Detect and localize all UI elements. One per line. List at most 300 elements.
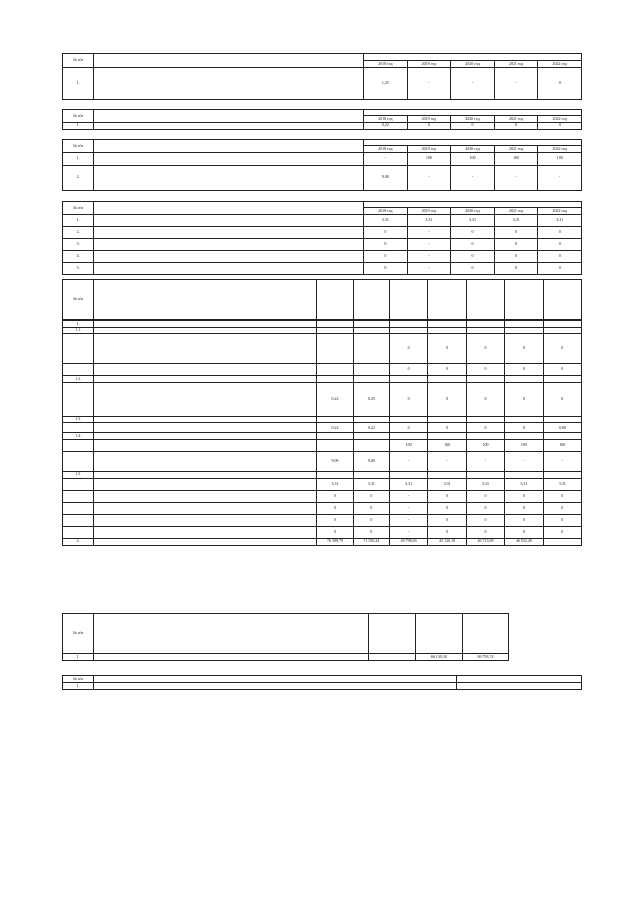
row-value: 9,00 (317, 451, 353, 471)
row-value: 45 126,10 (428, 538, 466, 545)
row-value: 0 (451, 226, 495, 238)
row-value: 0 (428, 334, 466, 364)
indicator-block-3-title (62, 130, 582, 139)
row-name (94, 214, 364, 226)
row-value: 0 (505, 382, 543, 416)
row-planned: 66 130,30 (415, 654, 462, 661)
row-value (505, 416, 543, 423)
row-value: 100 (494, 152, 538, 165)
row-name (94, 451, 317, 471)
row-value (505, 376, 543, 383)
col-year: 2019 год (407, 61, 451, 68)
row-value (389, 471, 427, 478)
row-num: 5. (63, 262, 94, 274)
indicator-table-4 (62, 201, 582, 275)
row-value (543, 376, 581, 383)
row-value: - (428, 451, 466, 471)
row-value: 0 (364, 262, 408, 274)
row-value: 0 (317, 526, 353, 538)
row-value: - (389, 502, 427, 514)
row-value: - (407, 67, 451, 99)
indicator-block-1-title (62, 44, 582, 53)
col-num: № п/п (63, 110, 94, 123)
row-value (389, 376, 427, 383)
table-row (63, 327, 582, 334)
row-name (94, 238, 364, 250)
row-value: - (505, 451, 543, 471)
row-num: 4. (63, 250, 94, 262)
col-year: 2021 год (494, 146, 538, 153)
table-row (63, 214, 582, 226)
row-num: 1. (63, 683, 94, 690)
row-name (94, 327, 317, 334)
col-year: 2022 год (538, 61, 582, 68)
row-value (428, 433, 466, 440)
row-num (63, 502, 94, 514)
col-period (364, 54, 582, 61)
row-value: 0 (353, 514, 389, 526)
row-num (63, 526, 94, 538)
row-value: 3,31 (543, 478, 581, 490)
row-value: 0 (428, 514, 466, 526)
row-num: 1.3. (63, 416, 94, 423)
row-value: 100 (505, 439, 543, 451)
row-value: 0 (466, 364, 504, 376)
blank-cell (509, 614, 582, 654)
row-name (94, 250, 364, 262)
section-10 (62, 604, 582, 661)
row-value (353, 439, 389, 451)
section-10-table (62, 613, 582, 661)
row-value: 0 (543, 514, 581, 526)
row-num: 1.5. (63, 471, 94, 478)
row-value: 3,31 (389, 478, 427, 490)
row-value (317, 433, 353, 440)
row-value: 0 (505, 423, 543, 433)
row-value: 0 (538, 250, 582, 262)
row-value (353, 327, 389, 334)
row-num: 1. (63, 67, 94, 99)
row-num: 2. (63, 165, 94, 190)
col-num: № п/п (63, 140, 94, 153)
col-c2 (353, 280, 389, 320)
row-value (317, 416, 353, 423)
row-value: - (538, 165, 582, 190)
row-num: 1. (63, 122, 94, 129)
row-value: 1,25 (364, 67, 408, 99)
col-c3 (389, 280, 427, 320)
table-row (63, 683, 582, 690)
row-value: 3,31 (407, 214, 451, 226)
row-value (428, 416, 466, 423)
row-value (466, 321, 504, 328)
col-num: № п/п (63, 676, 94, 683)
row-value (317, 439, 353, 451)
row-value: 3,31 (538, 214, 582, 226)
row-value: 0 (364, 238, 408, 250)
row-value: 0 (389, 382, 427, 416)
row-value: 0,22 (317, 423, 353, 433)
row-value: 0 (317, 502, 353, 514)
row-num (63, 439, 94, 451)
col-year: 2020 год (451, 61, 495, 68)
col-year: 2018 год (364, 61, 408, 68)
row-value: 0 (466, 382, 504, 416)
section-9 (62, 270, 582, 546)
table-row (63, 416, 582, 423)
row-name (94, 321, 317, 328)
row-value (353, 321, 389, 328)
row-value: 76 588,79 (317, 538, 353, 545)
row-value: 0 (389, 364, 427, 376)
row-value: 0 (317, 514, 353, 526)
row-value: 3,31 (364, 214, 408, 226)
row-value: 9,00 (353, 451, 389, 471)
col-c1 (317, 280, 353, 320)
row-name (94, 683, 457, 690)
row-value (543, 538, 581, 545)
table-row (63, 471, 582, 478)
row-value (317, 321, 353, 328)
row-num (63, 382, 94, 416)
col-name (94, 110, 364, 123)
row-value: - (389, 514, 427, 526)
row-value (505, 433, 543, 440)
row-value: 71 550,24 (353, 538, 389, 545)
row-value: 3,31 (451, 214, 495, 226)
row-value: 0,22 (364, 122, 408, 129)
row-value: 0 (451, 122, 495, 129)
row-value: 0 (451, 262, 495, 274)
row-value (317, 334, 353, 364)
row-value: 0 (538, 226, 582, 238)
row-name (94, 416, 317, 423)
row-value (428, 376, 466, 383)
col-num: № п/п (63, 614, 94, 654)
row-name (94, 334, 317, 364)
row-value: 0 (428, 526, 466, 538)
col-unit (369, 614, 416, 654)
col-year: 2019 год (407, 208, 451, 215)
row-value (317, 471, 353, 478)
col-period (457, 676, 582, 683)
indicator-block-2 (62, 100, 582, 130)
row-value: 0 (505, 502, 543, 514)
row-value: 0 (428, 502, 466, 514)
col-year: 2020 год (451, 208, 495, 215)
indicator-table-3 (62, 139, 582, 191)
row-value: 0,22 (353, 423, 389, 433)
row-value: - (543, 451, 581, 471)
col-year: 2018 год (364, 116, 408, 123)
section-11 (62, 666, 582, 690)
row-value: - (494, 165, 538, 190)
col-num: № п/п (63, 202, 94, 215)
row-value: 0 (466, 514, 504, 526)
row-value (466, 433, 504, 440)
col-name (94, 676, 457, 683)
table-row (63, 490, 582, 502)
table-row (63, 382, 582, 416)
row-value: 0 (428, 490, 466, 502)
row-name (94, 152, 364, 165)
row-name (94, 439, 317, 451)
row-value (389, 416, 427, 423)
row-value: - (451, 67, 495, 99)
row-num (63, 490, 94, 502)
col-year: 2021 год (494, 61, 538, 68)
section-9-body (62, 320, 582, 546)
section-9-table (62, 279, 582, 320)
row-value: 0 (543, 364, 581, 376)
row-value (428, 327, 466, 334)
row-value: 100 (451, 152, 495, 165)
row-value: 0 (494, 226, 538, 238)
row-unit (369, 654, 416, 661)
row-num (63, 334, 94, 364)
row-value: - (407, 165, 451, 190)
row-value: 0 (389, 334, 427, 364)
row-value: 9,00 (364, 165, 408, 190)
row-value: 0 (466, 490, 504, 502)
row-value (389, 327, 427, 334)
row-value: 100 (428, 439, 466, 451)
row-value: 3,31 (494, 214, 538, 226)
row-value (466, 327, 504, 334)
row-value (353, 433, 389, 440)
row-value: 3,31 (353, 478, 389, 490)
col-c6 (505, 280, 543, 320)
row-value: 0 (317, 490, 353, 502)
row-value (389, 433, 427, 440)
table-row (63, 439, 582, 451)
table-row (63, 538, 582, 545)
row-value: 0 (428, 423, 466, 433)
row-value: - (389, 451, 427, 471)
row-num: 1. (63, 321, 94, 328)
row-value: 0 (466, 423, 504, 433)
row-value: 0 (505, 490, 543, 502)
row-value (317, 327, 353, 334)
col-name (94, 280, 317, 320)
row-value: 0 (543, 382, 581, 416)
row-name (94, 423, 317, 433)
indicator-table-2 (62, 109, 582, 130)
row-value: 0 (538, 262, 582, 274)
row-value (317, 364, 353, 376)
row-value: 46 713,99 (466, 538, 504, 545)
table-row (63, 433, 582, 440)
row-name (94, 526, 317, 538)
row-num: 1. (63, 654, 94, 661)
row-value: 0 (353, 526, 389, 538)
col-year: 2019 год (407, 116, 451, 123)
table-row (63, 514, 582, 526)
col-name (94, 54, 364, 68)
row-name (94, 376, 317, 383)
section-10-title (62, 604, 582, 613)
row-value: - (451, 165, 495, 190)
row-value: 0 (364, 226, 408, 238)
row-name (94, 538, 317, 545)
col-year: 2021 год (494, 208, 538, 215)
col-name (94, 140, 364, 153)
table-row (63, 376, 582, 383)
row-num (63, 478, 94, 490)
row-name (94, 502, 317, 514)
row-num: 2. (63, 538, 94, 545)
indicator-table-1 (62, 53, 582, 100)
row-value: 0 (428, 382, 466, 416)
row-value (466, 376, 504, 383)
row-num: 1. (63, 152, 94, 165)
row-value: - (389, 490, 427, 502)
col-c5 (466, 280, 504, 320)
row-name (94, 471, 317, 478)
row-name (94, 478, 317, 490)
row-value (466, 471, 504, 478)
row-value: 100 (389, 439, 427, 451)
row-value: - (407, 262, 451, 274)
row-value: 49 798,03 (389, 538, 427, 545)
col-year: 2018 год (364, 208, 408, 215)
row-value: 0,00 (543, 423, 581, 433)
row-value: - (389, 526, 427, 538)
row-value: 0 (494, 122, 538, 129)
row-value: - (466, 451, 504, 471)
indicator-block-4-title (62, 192, 582, 201)
row-value: - (407, 226, 451, 238)
row-value (505, 471, 543, 478)
row-value: 0 (538, 238, 582, 250)
table-row (63, 451, 582, 471)
col-year: 2020 год (451, 116, 495, 123)
blank-cell (509, 654, 582, 661)
row-value: 0 (538, 122, 582, 129)
row-value: 3,31 (428, 478, 466, 490)
row-value (353, 334, 389, 364)
table-row (63, 67, 582, 99)
row-value: 0 (451, 250, 495, 262)
indicator-block-3 (62, 130, 582, 191)
row-name (94, 67, 364, 99)
row-num: 1.1. (63, 327, 94, 334)
row-value: 0 (428, 364, 466, 376)
row-value: 0 (505, 334, 543, 364)
row-value (317, 376, 353, 383)
row-value (353, 364, 389, 376)
row-num: 2. (63, 226, 94, 238)
row-value (353, 416, 389, 423)
col-year: 2022 год (538, 208, 582, 215)
row-value: 0 (494, 238, 538, 250)
row-value: 0 (543, 526, 581, 538)
row-value (543, 433, 581, 440)
row-value: 0 (538, 67, 582, 99)
row-value: 0 (494, 250, 538, 262)
row-value (505, 321, 543, 328)
row-num: 1.4. (63, 433, 94, 440)
col-year: 2020 год (451, 146, 495, 153)
row-value: - (364, 152, 408, 165)
row-value (428, 471, 466, 478)
row-value (466, 416, 504, 423)
row-value: 0 (466, 502, 504, 514)
row-value: 46 932,49 (505, 538, 543, 545)
row-num: 1.2. (63, 376, 94, 383)
row-value: 0 (543, 502, 581, 514)
table-row (63, 502, 582, 514)
col-actual (462, 614, 509, 654)
table-row (63, 321, 582, 328)
table-row (63, 478, 582, 490)
table-row (63, 238, 582, 250)
row-value: 0 (543, 490, 581, 502)
row-num: 3. (63, 238, 94, 250)
row-value: 100 (407, 152, 451, 165)
section-11-title (62, 666, 582, 675)
row-value: 100 (543, 439, 581, 451)
table-row (63, 226, 582, 238)
row-value: 3,31 (466, 478, 504, 490)
table-row (63, 250, 582, 262)
row-value (389, 321, 427, 328)
col-year: 2019 год (407, 146, 451, 153)
row-name (94, 364, 317, 376)
row-name (94, 514, 317, 526)
table-row (63, 334, 582, 364)
row-value: 0 (466, 526, 504, 538)
row-name (94, 433, 317, 440)
row-value: 0 (353, 490, 389, 502)
row-value: 0 (543, 334, 581, 364)
row-name (94, 490, 317, 502)
row-value (505, 327, 543, 334)
table-row (63, 526, 582, 538)
col-year: 2022 год (538, 146, 582, 153)
col-year: 2022 год (538, 116, 582, 123)
col-year: 2021 год (494, 116, 538, 123)
row-value: 3,31 (505, 478, 543, 490)
row-num: 1. (63, 214, 94, 226)
row-value: - (407, 238, 451, 250)
row-value: - (407, 250, 451, 262)
col-name (94, 614, 369, 654)
col-planned (415, 614, 462, 654)
section-11-table (62, 675, 582, 690)
indicator-block-1 (62, 44, 582, 100)
row-value: 0 (389, 423, 427, 433)
table-row (63, 364, 582, 376)
row-num (63, 451, 94, 471)
row-value: - (494, 67, 538, 99)
section-9-title (62, 270, 582, 279)
table-row (63, 122, 582, 129)
col-c4 (428, 280, 466, 320)
row-period (457, 683, 582, 690)
table-row (63, 423, 582, 433)
row-value: 0 (466, 334, 504, 364)
row-value: 0,22 (317, 382, 353, 416)
row-value: 0 (451, 238, 495, 250)
row-name (94, 654, 369, 661)
col-c7 (543, 280, 581, 320)
col-num: № п/п (63, 54, 94, 68)
row-name (94, 226, 364, 238)
row-value: 0 (505, 364, 543, 376)
row-value (353, 376, 389, 383)
row-name (94, 382, 317, 416)
